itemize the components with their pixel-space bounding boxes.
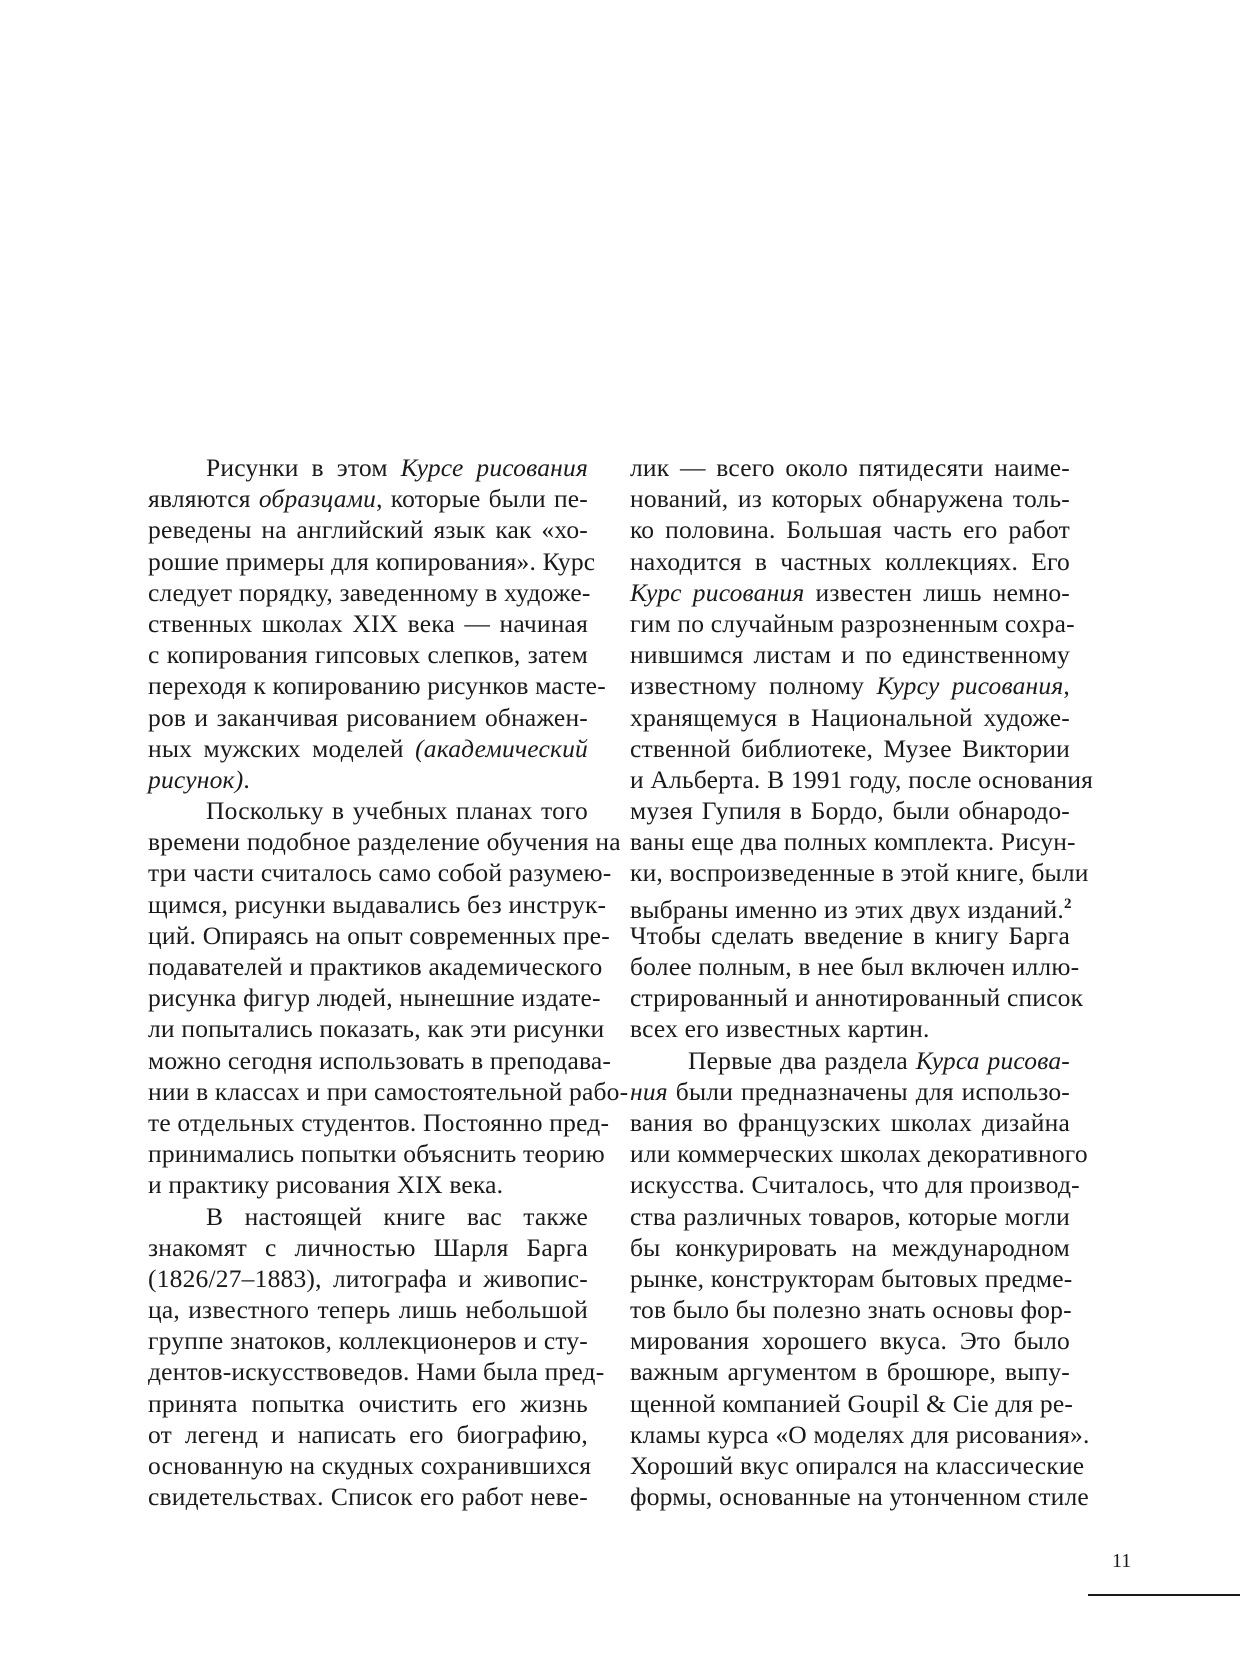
text-run: (1826/27–1883), литографа и живопис- [148, 1263, 588, 1293]
text-line [630, 1107, 1070, 1138]
text-line [148, 1263, 588, 1294]
text-run: бы конкурировать на международном [630, 1232, 1070, 1262]
text-run: ных мужских моделей [148, 733, 416, 763]
text-run: следует порядку, заведенному в художе- [148, 577, 591, 607]
text-line [630, 889, 1072, 924]
text-run: ки, воспроизведенные в этой книге, были [630, 858, 1089, 888]
text-line [630, 546, 1070, 577]
text-line [148, 608, 588, 639]
text-run: нившимся листам и по единственному [630, 640, 1070, 670]
text-run: В настоящей книге вас также [206, 1201, 588, 1231]
text-run: три части считалось само собой разумею- [148, 858, 612, 888]
footer-rule [1088, 1594, 1240, 1596]
text-line [148, 546, 596, 577]
text-line [630, 577, 1070, 608]
text-run: свидетельствах. Список его работ неве- [148, 1482, 588, 1512]
footnote-marker: 2 [1063, 895, 1072, 912]
text-run: лик — всего около пятидесяти наиме- [630, 453, 1070, 482]
text-run: и практику рисования XIX века. [148, 1170, 504, 1200]
text-run: ко половина. Большая часть его работ [630, 515, 1070, 545]
text-run: и Альберта. В 1991 году, после основания [630, 764, 1094, 794]
text-line [148, 982, 601, 1013]
text-line [630, 1325, 1070, 1356]
text-line [630, 1388, 1074, 1419]
text-run: ства различных товаров, которые могли [630, 1201, 1070, 1231]
text-line [148, 951, 603, 982]
text-run: ров и заканчивая рисованием обнажен- [148, 702, 588, 732]
text-line [148, 483, 588, 514]
italic-run: Курсу рисования [876, 671, 1064, 701]
text-line [148, 1013, 605, 1044]
text-run: искусства. Считалось, что для производ- [630, 1170, 1080, 1200]
text-line [148, 1138, 605, 1169]
italic-run: образцами [258, 484, 377, 514]
text-run: ца, известного теперь лишь небольшой [148, 1295, 588, 1325]
text-run: дентов-искусствоведов. Нами была пред- [148, 1357, 605, 1387]
text-run: находится в частных коллекциях. Его [630, 546, 1070, 576]
text-run: мирования хорошего вкуса. Это было [630, 1326, 1070, 1356]
text-run: Первые два раздела [688, 1045, 916, 1075]
text-run: нований, из которых обнаружена толь- [630, 484, 1070, 514]
text-run: нии в классах и при самостоятельной рабо- [148, 1076, 629, 1106]
text-line [630, 1201, 1070, 1232]
text-run: более полным, в нее был включен иллю- [630, 952, 1080, 981]
text-line [630, 733, 1070, 764]
text-line [148, 514, 588, 545]
text-run: щенной компанией Goupil & Cie для ре- [630, 1388, 1074, 1418]
text-line [630, 826, 1076, 857]
text-line [630, 982, 1084, 1013]
text-run: можно сегодня использовать в преподава- [148, 1045, 612, 1075]
text-line [630, 1481, 1089, 1512]
text-run: ваны еще два полных комплекта. Рисун- [630, 827, 1076, 857]
text-line [148, 1201, 588, 1232]
text-run: Поскольку в учебных планах того [206, 796, 588, 826]
text-run: принята попытка очистить его жизнь [148, 1388, 588, 1418]
text-line [630, 452, 1070, 483]
text-line [630, 951, 1080, 982]
text-line [148, 733, 588, 764]
text-run: музея Гупиля в Бордо, были обнародо- [630, 796, 1070, 826]
text-run: ций. Опираясь на опыт современных пре- [148, 920, 610, 950]
left-text-column [148, 452, 629, 1512]
text-run: тов было бы полезно знать основы фор- [630, 1295, 1072, 1325]
text-line [148, 452, 588, 483]
text-line [148, 1045, 612, 1076]
text-line [630, 608, 1075, 639]
text-run: переходя к копированию рисунков масте- [148, 671, 606, 701]
text-line [148, 702, 588, 733]
text-line [630, 670, 1070, 701]
text-run: времени подобное разделение обучения на [148, 827, 621, 857]
text-run: являются [148, 484, 259, 514]
text-line [148, 764, 588, 795]
text-line [630, 1232, 1070, 1263]
text-run: с копирования гипсовых слепков, затем [148, 640, 588, 670]
text-run: группе знатоков, коллекционеров и сту- [148, 1326, 588, 1356]
text-line [630, 1294, 1070, 1325]
text-run: Чтобы сделать введение в книгу Барга [630, 920, 1070, 950]
text-run: щимся, рисунки выдавались без инструк- [148, 889, 607, 919]
italic-run: ния [630, 1076, 668, 1106]
text-line [148, 1294, 588, 1325]
text-line [148, 1325, 588, 1356]
text-run: вания во французских школах дизайна [630, 1107, 1070, 1137]
text-line [148, 1107, 610, 1138]
text-run: ственных школах XIX века — начиная [148, 608, 588, 638]
text-line [148, 1232, 588, 1263]
text-run: от легенд и написать его биографию, [148, 1419, 588, 1449]
text-run: рошие примеры для копирования». Курс [148, 546, 596, 576]
text-line [148, 1481, 588, 1512]
text-line [630, 857, 1089, 888]
text-run: те отдельных студентов. Постоянно пред- [148, 1107, 610, 1137]
text-run: важным аргументом в брошюре, выпу- [630, 1357, 1070, 1387]
text-run: . [243, 764, 250, 794]
text-line [630, 1045, 1070, 1076]
italic-run: рисунок) [148, 764, 244, 794]
text-run: ственной библиотеке, Музее Виктории [630, 733, 1070, 763]
text-line [148, 795, 588, 826]
text-run: хранящемуся в Национальной художе- [630, 702, 1070, 732]
text-line [148, 1169, 588, 1200]
text-run: знакомят с личностью Шарля Барга [148, 1232, 588, 1262]
text-line [630, 1450, 1085, 1481]
italic-run: Курс рисования [630, 577, 805, 607]
text-run: стрированный и аннотированный список [630, 983, 1084, 1013]
text-line [148, 577, 591, 608]
text-line [630, 1013, 1070, 1044]
text-run: известен лишь немно- [804, 577, 1070, 607]
italic-run: (академический [415, 733, 588, 763]
text-line [630, 920, 1070, 951]
text-run: принимались попытки объяснить теорию [148, 1139, 605, 1169]
text-run: известному полному [630, 671, 877, 701]
text-line [148, 1419, 588, 1450]
text-line [630, 795, 1070, 826]
text-run: , которые были пе- [376, 484, 589, 514]
text-run: подавателей и практиков академического [148, 952, 603, 981]
text-run: гим по случайным разрозненным сохра- [630, 608, 1075, 638]
text-line [630, 483, 1070, 514]
text-line [630, 1138, 1088, 1169]
text-run: кламы курса «О моделях для рисования». [630, 1419, 1090, 1449]
italic-run: Курсе рисования [400, 453, 589, 482]
text-line [148, 889, 607, 920]
text-run: Хороший вкус опирался на классические [630, 1451, 1085, 1480]
italic-run: Курса рисова- [915, 1045, 1070, 1075]
text-line [148, 1388, 588, 1419]
page-number: 11 [1112, 1550, 1132, 1572]
text-line [148, 670, 606, 701]
text-run: рынке, конструкторам бытовых предме- [630, 1263, 1073, 1293]
text-line [630, 1076, 1070, 1107]
text-line [630, 1169, 1080, 1200]
text-line [630, 702, 1070, 733]
text-line [630, 514, 1070, 545]
text-line [148, 639, 588, 670]
text-line [148, 1076, 629, 1107]
text-line [148, 1450, 592, 1481]
text-line [148, 1356, 605, 1387]
text-run: основанную на скудных сохранившихся [148, 1451, 592, 1480]
text-line [630, 1419, 1090, 1450]
text-line [630, 1263, 1073, 1294]
text-run: были предназначены для использо- [667, 1076, 1070, 1106]
text-run: , [1063, 671, 1070, 701]
text-line [148, 920, 610, 951]
text-line [630, 639, 1070, 670]
text-line [148, 826, 621, 857]
text-run: выбраны именно из этих двух изданий. [630, 894, 1064, 924]
text-run: Рисунки в этом [206, 453, 401, 482]
text-run: всех его известных картин. [630, 1014, 930, 1044]
text-line [148, 857, 612, 888]
right-text-column [630, 452, 1094, 1512]
text-line [630, 764, 1094, 795]
text-run: формы, основанные на утонченном стиле [630, 1482, 1089, 1512]
text-line [630, 1356, 1070, 1387]
text-run: рисунка фигур людей, нынешние издате- [148, 983, 601, 1013]
text-run: ли попытались показать, как эти рисунки [148, 1014, 605, 1044]
text-run: реведены на английский язык как «хо- [148, 515, 588, 545]
text-run: или коммерческих школах декоративного [630, 1139, 1088, 1169]
